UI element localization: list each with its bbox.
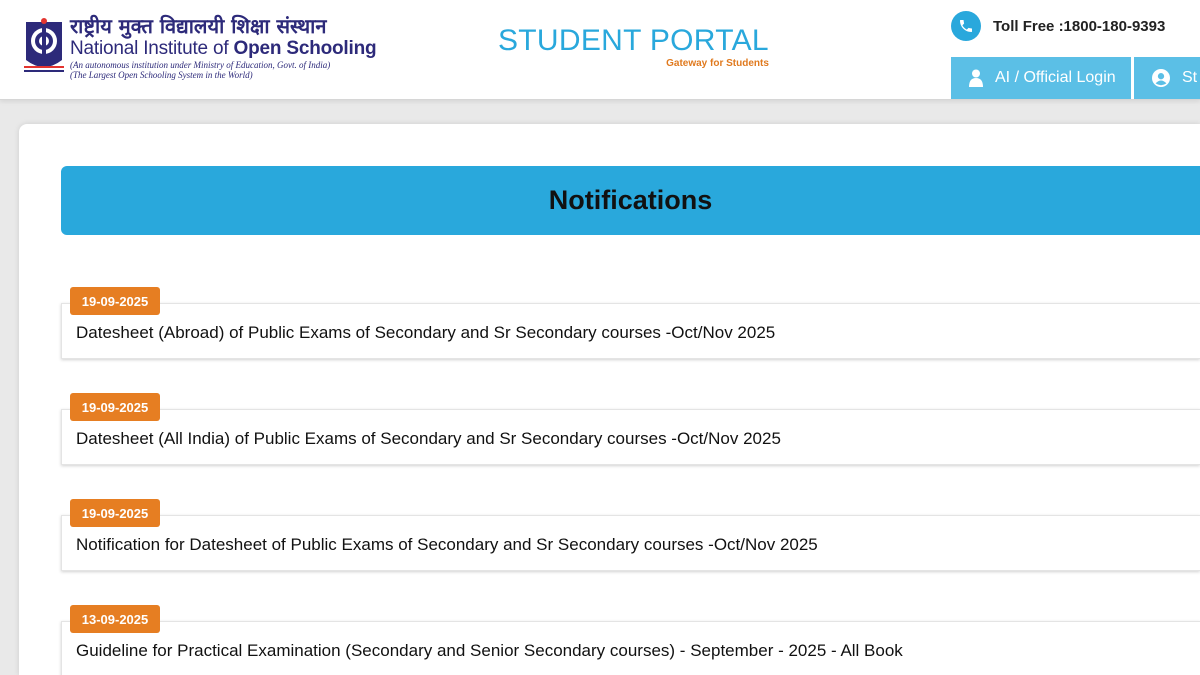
- org-name-english-bold: Open Schooling: [233, 38, 377, 59]
- org-name-english-prefix: National Institute of: [70, 38, 234, 59]
- notification-item[interactable]: [61, 605, 1200, 675]
- user-circle-icon: [1152, 69, 1170, 87]
- toll-free-number: Toll Free :1800-180-9393: [993, 17, 1166, 35]
- notification-card[interactable]: [61, 409, 1200, 465]
- ai-official-login-label: AI / Official Login: [995, 69, 1116, 86]
- org-name-hindi: राष्ट्रीय मुक्त विद्यालयी शिक्षा संस्थान: [70, 14, 327, 38]
- date-badge: 19-09-2025: [70, 287, 160, 315]
- student-login-button[interactable]: [1134, 57, 1200, 99]
- toll-free-contact: [951, 11, 1165, 41]
- phone-icon: [951, 11, 981, 41]
- notification-card[interactable]: [61, 303, 1200, 359]
- user-icon: [969, 69, 983, 87]
- org-name-english: [70, 38, 376, 60]
- org-subtitle-2: (The Largest Open Schooling System in the World): [70, 70, 253, 80]
- notification-title[interactable]: Guideline for Practical Examination (Secondary and Senior Secondary courses) - September - 2025 - All Book: [76, 641, 903, 660]
- portal-tagline: Gateway for Students: [666, 58, 769, 69]
- notifications-title: Notifications: [548, 185, 713, 215]
- notification-title[interactable]: Datesheet (All India) of Public Exams of Secondary and Sr Secondary courses -Oct/Nov 2025: [76, 429, 781, 448]
- notification-item[interactable]: [61, 393, 1200, 465]
- org-name-block: [70, 14, 376, 80]
- notification-item[interactable]: [61, 287, 1200, 359]
- site-header: [0, 0, 1200, 100]
- notifications-header: [61, 166, 1200, 235]
- notification-card[interactable]: [61, 621, 1200, 675]
- date-badge: 19-09-2025: [70, 499, 160, 527]
- notification-card[interactable]: [61, 515, 1200, 571]
- date-badge: 19-09-2025: [70, 393, 160, 421]
- notification-item[interactable]: [61, 499, 1200, 571]
- ai-official-login-button[interactable]: [951, 57, 1131, 99]
- notification-title[interactable]: Datesheet (Abroad) of Public Exams of Secondary and Sr Secondary courses -Oct/Nov 2025: [76, 323, 776, 342]
- nios-logo-icon[interactable]: [22, 16, 66, 76]
- portal-branding: [498, 24, 769, 70]
- portal-title: STUDENT PORTAL: [498, 24, 769, 57]
- student-login-label: St: [1182, 69, 1198, 86]
- date-badge: 13-09-2025: [70, 605, 160, 633]
- org-subtitle-1: (An autonomous institution under Ministry of Education, Govt. of India): [70, 60, 331, 70]
- notification-title[interactable]: Notification for Datesheet of Public Exams of Secondary and Sr Secondary courses -Oct/Nov 2025: [76, 535, 818, 554]
